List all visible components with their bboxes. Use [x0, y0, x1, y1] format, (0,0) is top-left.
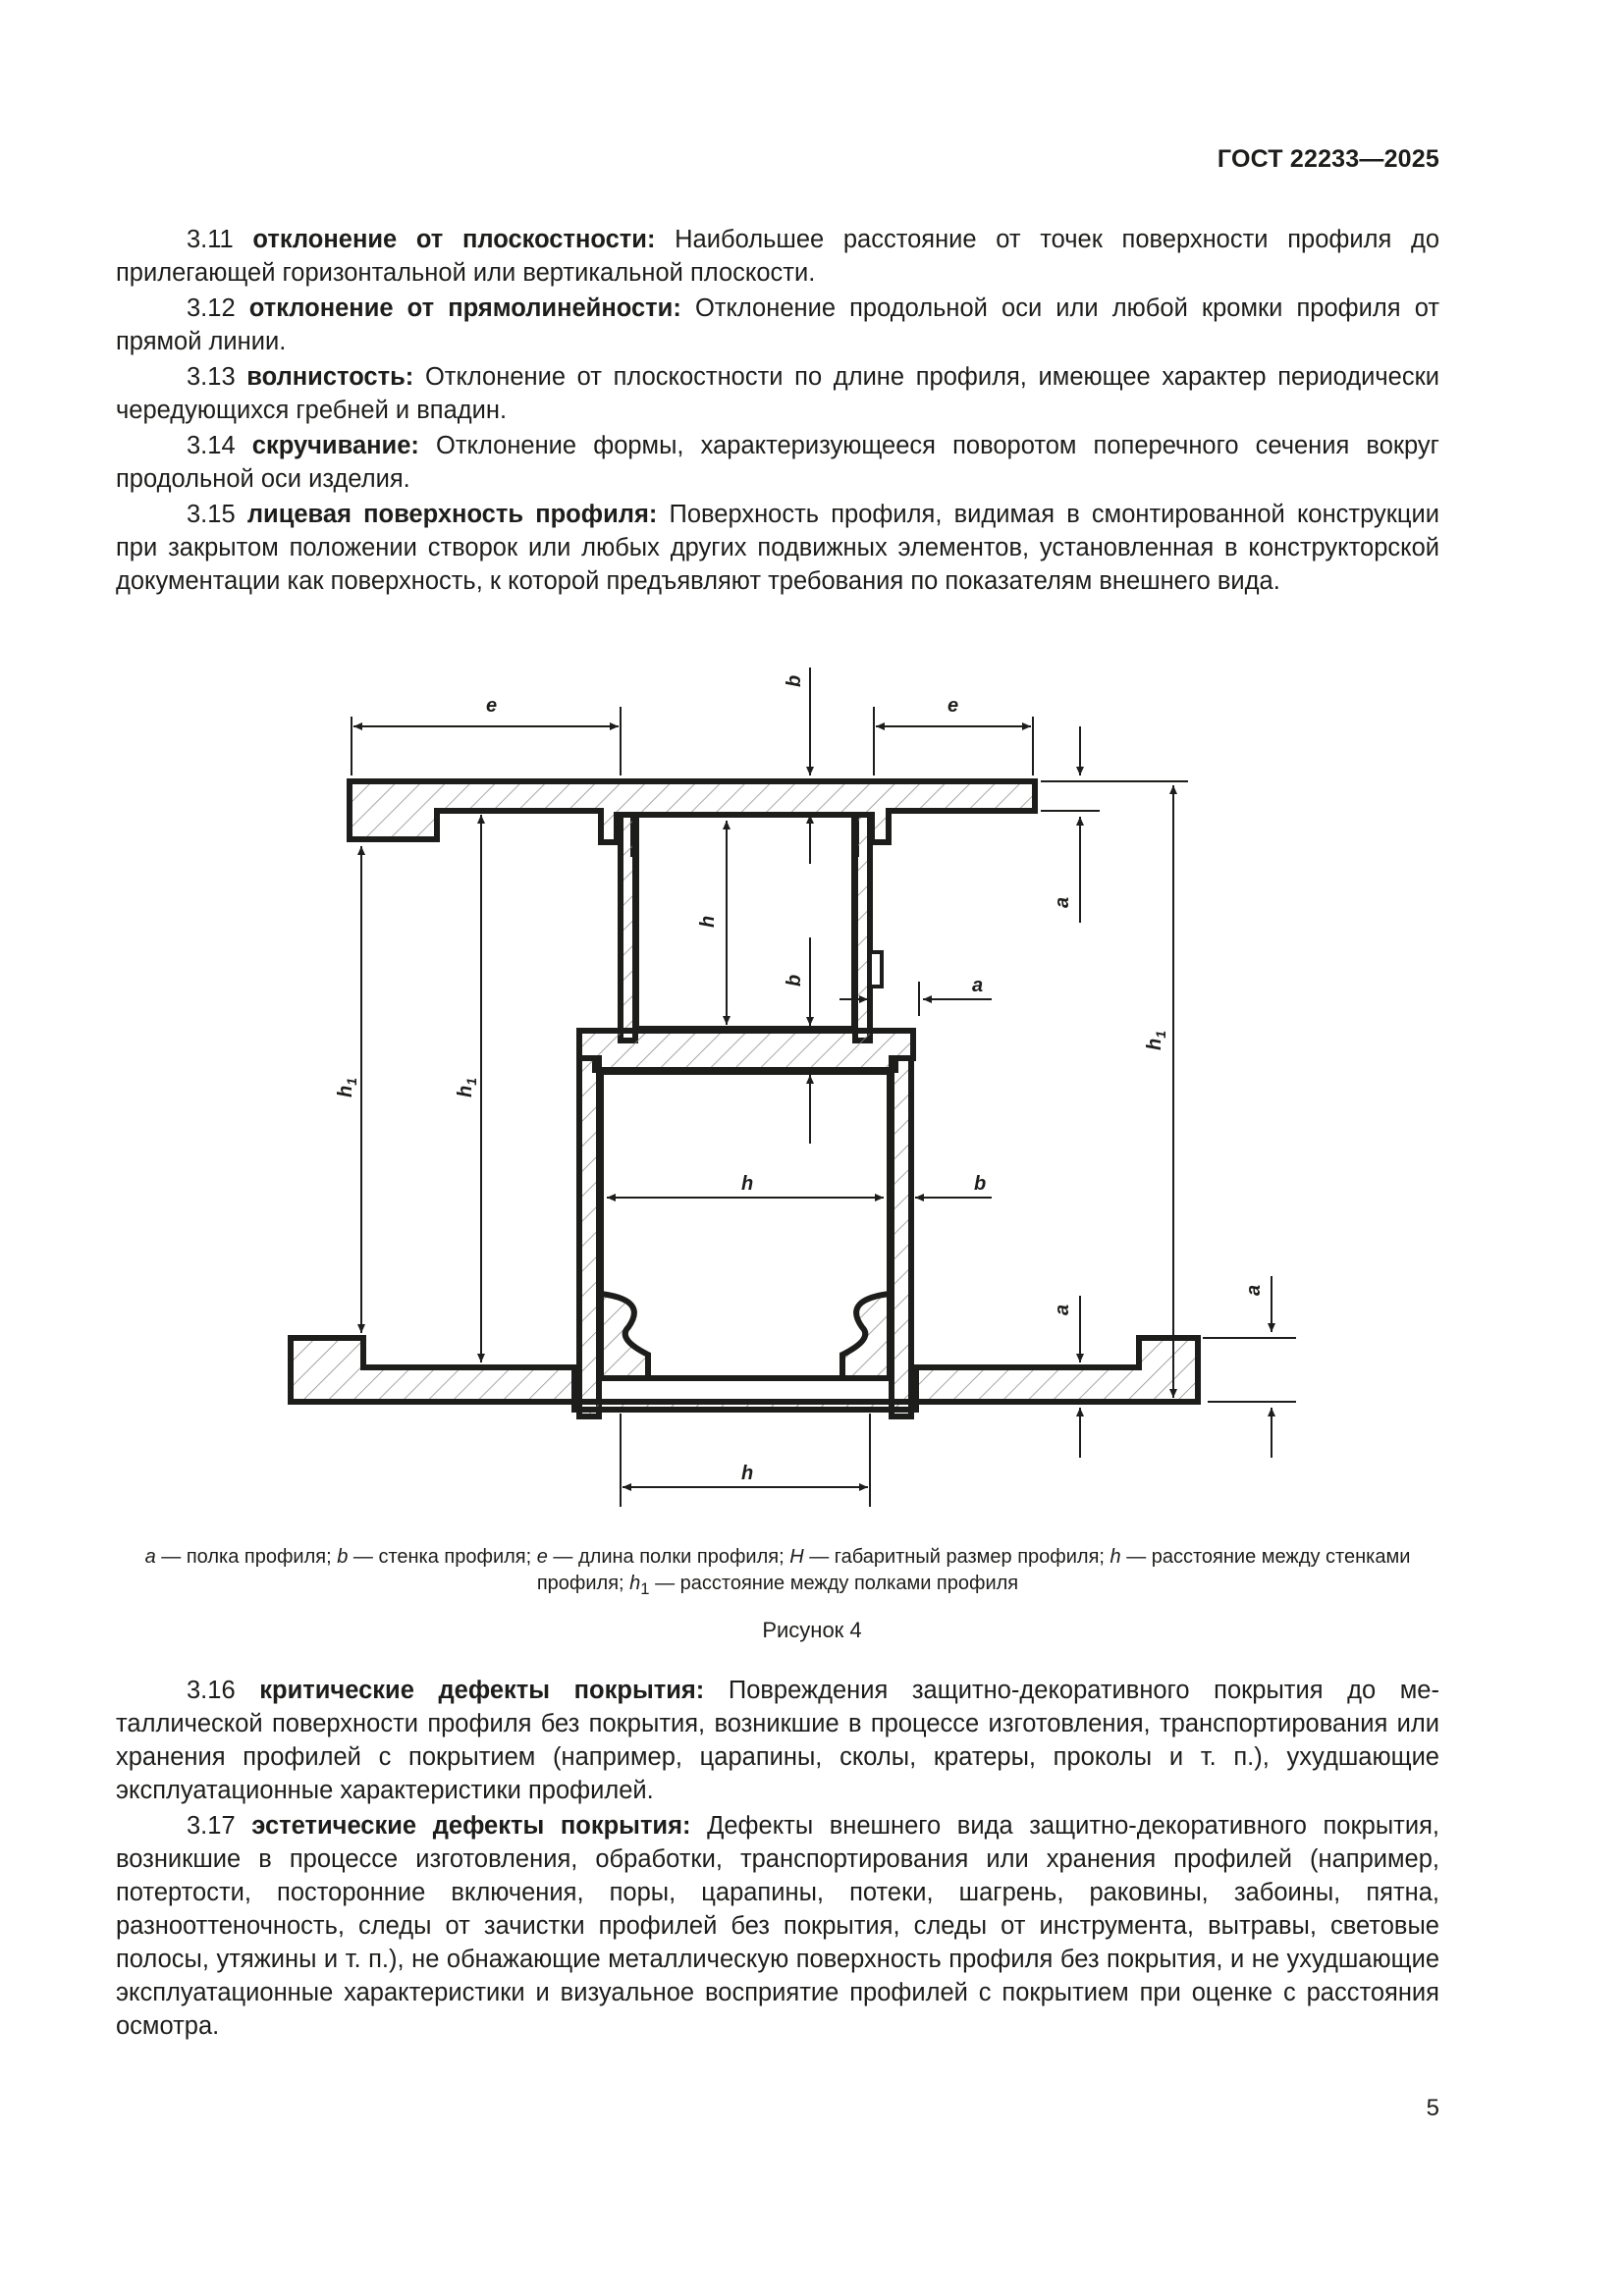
figure-caption: Рисунок 4 — [762, 1618, 862, 1642]
definition-3-17: 3.17 эстетические дефекты покрытия: Дефекты внешнего вида защитно-декоративного покрытия, возникшие в процессе изготовления, обработки, транспортирования или хранения профилей (например, потертости, посторонние включения, поры, царапины, потеки, шагрень, раковины, забоины, пятна, разнооттеночность, следы от зачистки профилей без покрытия, следы от инструмента, вытравы, световые полосы, утяжины и т. п.), не обнажающие металлическую поверхность профиля без покрытия, и не ухудшающие эксплуатационные характеристики и визуальное восприятие профилей с покрытием при оценке с расстояния осмотра. — [116, 1812, 1439, 2040]
dim-label-a-top-right: a — [1052, 896, 1073, 908]
standard-number: ГОСТ 22233—2025 — [1217, 145, 1439, 173]
dim-label-h-upper: h — [697, 915, 719, 928]
definition-3-15: 3.15 лицевая поверхность профиля: Поверхность профиля, видимая в смонтированной конструкции при закрытом положении створок или любых других подвижных элементов, установленная в конструкторской документации как поверхность, к которой предъявляют требования по показателям внешнего вида. — [116, 501, 1439, 595]
dim-label-b-middle: b — [784, 974, 805, 987]
dim-label-h-bottom: h — [741, 1463, 754, 1484]
dim-label-h1-inner: $h_1$ — [455, 1077, 479, 1097]
dim-label-h-lower: h — [741, 1173, 754, 1195]
dim-label-e-right: e — [947, 695, 959, 717]
dim-label-h1-left: $h_1$ — [335, 1077, 359, 1097]
dim-label-h1-right: $h_1$ — [1144, 1030, 1168, 1050]
profile-drawing — [0, 628, 1624, 1531]
definition-3-16: 3.16 критические дефекты покрытия: Повреждения защитно-декоративного покрытия до металлической поверхности профиля без покрытия, возникшие в процессе изготовления, транспортирования или хранения профилей с покрытием (например, царапины, сколы, кратеры, проколы и т. п.), ухудшающие эксплуатационные характеристики профилей. — [116, 1677, 1439, 1804]
dim-label-a-slot: a — [972, 975, 984, 996]
definitions-top — [116, 223, 1439, 600]
dim-label-a-bottom-mid: a — [1052, 1304, 1073, 1315]
document-header — [1218, 145, 1439, 174]
definition-3-11: 3.11 отклонение от плоскостности: Наибольшее расстояние от точек поверхности профиля до прилегающей горизонтальной или вертикальной плоскости. — [116, 226, 1440, 287]
definition-3-12: 3.12 отклонение от прямолинейности: Отклонение продольной оси или любой кромки профиля от прямой линии. — [116, 294, 1439, 355]
dim-label-a-bottom-right: a — [1243, 1284, 1265, 1296]
dim-label-e-left: e — [486, 695, 498, 717]
definition-3-14: 3.14 скручивание: Отклонение формы, характеризующееся поворотом поперечного сечения вокруг продольной оси изделия. — [116, 432, 1439, 493]
definition-3-13: 3.13 волнистость: Отклонение от плоскостности по длине профиля, имеющее характер периодически чередующихся гребней и впадин. — [116, 363, 1439, 424]
page-number: 5 — [1426, 2095, 1439, 2121]
definitions-bottom — [116, 1674, 1439, 2045]
figure-legend: a — полка профиля; b — стенка профиля; e — длина полки профиля; H — габаритный размер профиля; h — расстояние между стенками профиля; $h_1$ — расстояние между полками профиля — [144, 1546, 1411, 1598]
dim-label-b-top: b — [784, 674, 805, 687]
dim-label-b-wall: b — [974, 1173, 987, 1195]
